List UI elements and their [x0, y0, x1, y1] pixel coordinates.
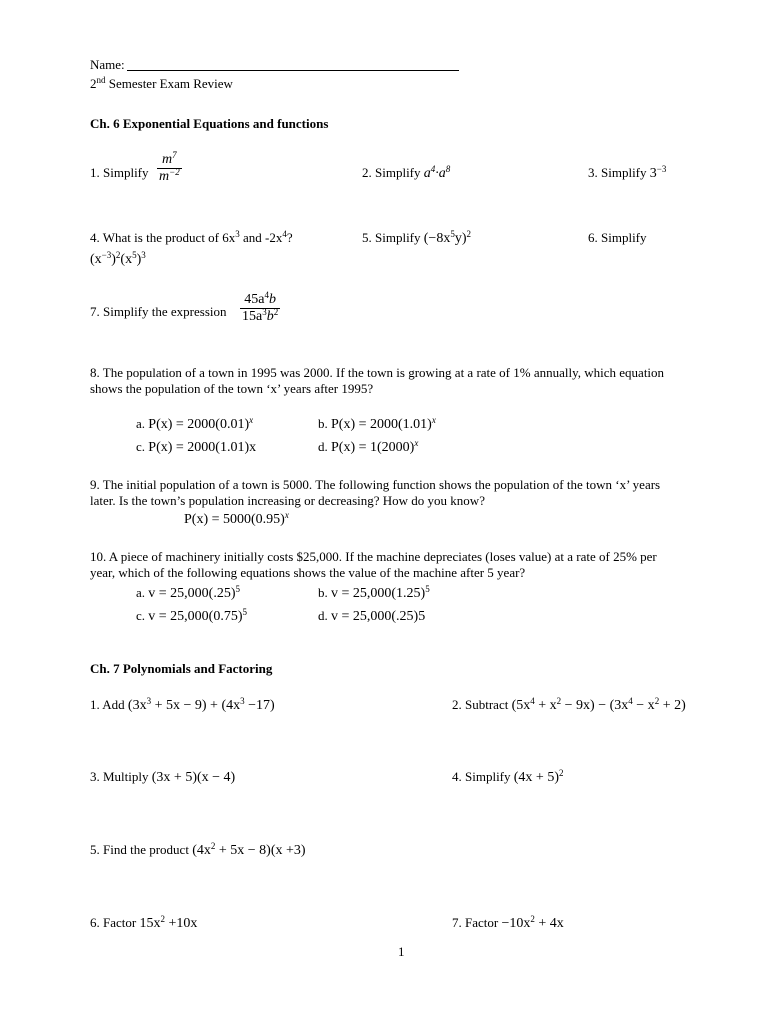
ch6-q1-label: 1. Simplify	[90, 165, 149, 180]
ch6-q8-line1: 8. The population of a town in 1995 was 2000. If the town is growing at a rate of 1% annually, which equation	[90, 365, 665, 380]
ch7-heading: Ch. 7 Polynomials and Factoring	[90, 661, 273, 676]
ch7-q6: 6. Factor $15x^2 +10x$	[90, 914, 198, 931]
ch6-q10-option-c: c. $v = 25,000(0.75)^5$	[136, 607, 248, 624]
ch6-q7-label: 7. Simplify the expression	[90, 304, 227, 319]
ch7-q2: 2. Subtract $(5x^4 + x^2 - 9x) - (3x^4 - x^2 + 2)$	[452, 696, 686, 713]
ch6-q10-option-a: a. $v = 25,000(.25)^5$	[136, 584, 241, 601]
ch6-q9-line2: later. Is the town’s population increasing or decreasing? How do you know?	[90, 493, 485, 508]
ch7-q3: 3. Multiply (3x + 5)(x − 4)	[90, 769, 236, 785]
ch6-q8-option-c: c. P(x) = 2000(1.01)x	[136, 439, 257, 455]
ch6-q9-equation: $P(x) = 5000(0.95)^x$	[184, 510, 289, 527]
ch7-q7: 7. Factor $-10x^2 + 4x$	[452, 914, 564, 931]
ch6-q4: 4. What is the product of $6x^3$ and $-2x^4$?	[90, 229, 293, 245]
ch6-q3: 3. Simplify $3^{-3}$	[588, 164, 667, 181]
ch6-q10-option-b: b. $v = 25,000(1.25)^5$	[318, 584, 430, 601]
ch6-q10-line1: 10. A piece of machinery initially costs $25,000. If the machine depreciates (loses value) at a rate of 25% per	[90, 549, 657, 564]
ch6-q7-fraction: $\frac{45a^4b}{15a^3b^2}$	[242, 290, 279, 324]
ch6-q2: 2. Simplify $a^4\cdot a^8$	[362, 164, 451, 181]
document-title: 2nd Semester Exam Review	[90, 75, 233, 91]
ch6-q5: 5. Simplify $(-8x^5y)^2$	[362, 229, 471, 246]
ch6-q9-line1: 9. The initial population of a town is 5000. The following function shows the population of the town ‘x’ years	[90, 477, 661, 492]
ch6-q8-option-a: a. $P(x) = 2000(0.01)^x$	[136, 415, 254, 432]
ch7-q1: 1. Add $(3x^3 + 5x - 9) + (4x^3 -17)$	[90, 696, 275, 713]
ch6-q10-option-d: d. v = 25,000(.25)5	[318, 608, 426, 624]
ch6-q6-label: 6. Simplify	[588, 230, 647, 245]
ch6-heading: Ch. 6 Exponential Equations and functions	[90, 116, 329, 131]
ch6-q1-fraction: $\frac{m^7}{m^{-2}}$	[159, 150, 180, 184]
name-label: Name:	[90, 57, 125, 72]
ch6-q10-line2: year, which of the following equations shows the value of the machine after 5 year?	[90, 565, 526, 580]
name-blank-line	[127, 58, 459, 71]
ch6-q8-line2: shows the population of the town ‘x’ years after 1995?	[90, 381, 374, 396]
ch7-q5: 5. Find the product $(4x^2 + 5x - 8)(x +3)$	[90, 841, 306, 858]
ch6-q8-option-d: d. $P(x) = 1(2000)^x$	[318, 438, 419, 455]
page-number: 1	[398, 944, 405, 959]
name-field	[90, 58, 459, 71]
ch6-q6-expression: $(x^{-3})^2(x^5)^3$	[90, 250, 146, 267]
ch6-q8-option-b: b. $P(x) = 2000(1.01)^x$	[318, 415, 436, 432]
ch7-q4: 4. Simplify $(4x + 5)^2$	[452, 768, 564, 785]
